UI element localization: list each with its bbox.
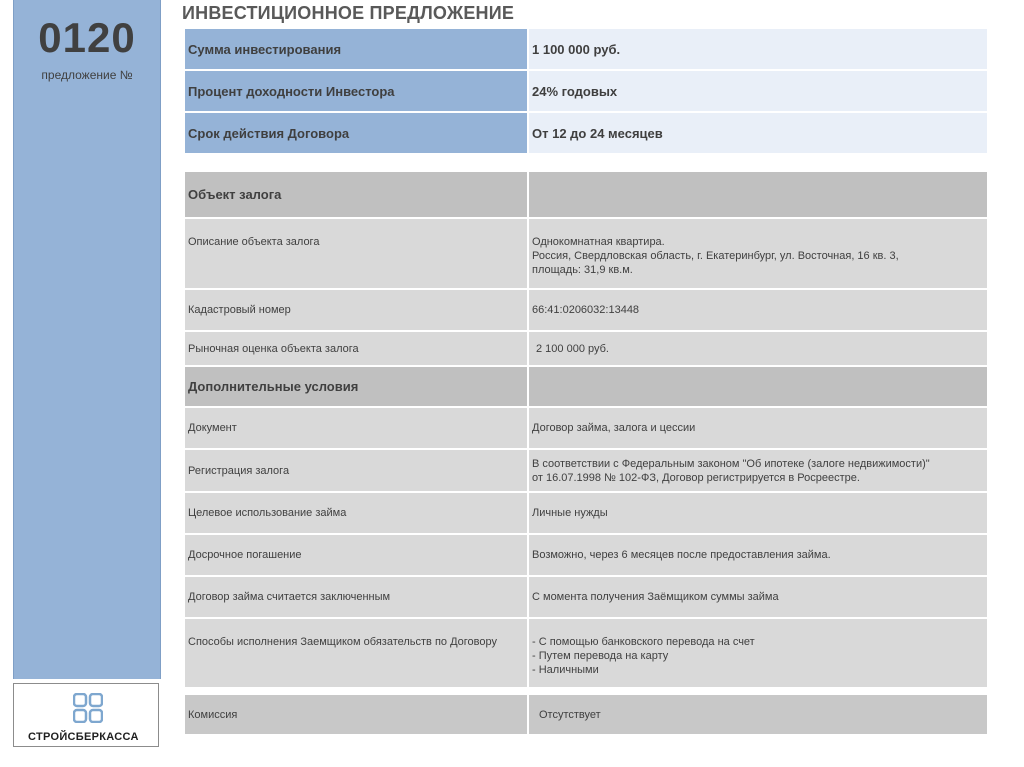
text-line: площадь: 31,9 кв.м. <box>532 264 633 276</box>
table-row <box>185 695 987 735</box>
text-line: от 16.07.1998 № 102-ФЗ, Договор регистрируется в Росреестре. <box>532 471 860 484</box>
text-line: Однокомнатная квартира. <box>532 236 665 248</box>
early-repayment-label: Досрочное погашение <box>185 534 528 576</box>
offer-caption: предложение № <box>41 68 133 82</box>
market-value-value: 2 100 000 руб. <box>528 331 987 366</box>
spacer-row <box>185 688 987 695</box>
table-row <box>185 218 987 289</box>
text-line: - Наличными <box>532 664 599 676</box>
table-row <box>185 576 987 618</box>
registration-value <box>528 449 987 492</box>
registration-label: Регистрация залога <box>185 449 528 492</box>
details-table <box>185 172 987 736</box>
investment-amount-label: Сумма инвестирования <box>185 29 528 70</box>
table-row <box>185 112 987 154</box>
table-row <box>185 618 987 688</box>
table-row <box>185 331 987 366</box>
four-rounded-squares-logo-icon <box>73 693 103 723</box>
text-line: Россия, Свердловская область, г. Екатеринбург, ул. Восточная, 16 кв. 3, <box>532 250 899 262</box>
table-row <box>185 534 987 576</box>
investment-amount-value: 1 100 000 руб. <box>528 29 987 70</box>
market-value-label: Рыночная оценка объекта залога <box>185 331 528 366</box>
table-row <box>185 407 987 449</box>
company-logo <box>13 683 159 747</box>
table-row <box>185 449 987 492</box>
text-line: В соответствии с Федеральным законом "Об ипотеке (залоге недвижимости)" <box>532 457 930 470</box>
loan-purpose-label: Целевое использование займа <box>185 492 528 534</box>
document-value: Договор займа, залога и цессии <box>528 407 987 449</box>
commission-label: Комиссия <box>185 695 528 735</box>
section-header-collateral <box>185 172 987 218</box>
investor-rate-value: 24% годовых <box>528 70 987 112</box>
section-header-conditions <box>185 366 987 407</box>
cadastral-number-label: Кадастровый номер <box>185 289 528 331</box>
commission-value: Отсутствует <box>528 695 987 735</box>
contract-term-label: Срок действия Договора <box>185 112 528 154</box>
section-title: Дополнительные условия <box>185 366 528 407</box>
investor-rate-label: Процент доходности Инвестора <box>185 70 528 112</box>
payment-methods-label: Способы исполнения Заемщиком обязательств по Договору <box>185 618 528 688</box>
page-title: ИНВЕСТИЦИОННОЕ ПРЕДЛОЖЕНИЕ <box>182 3 515 23</box>
loan-purpose-value: Личные нужды <box>528 492 987 534</box>
payment-methods-value <box>528 618 987 688</box>
sidebar-panel <box>13 0 161 679</box>
summary-table <box>185 29 987 155</box>
collateral-description-label: Описание объекта залога <box>185 218 528 289</box>
contract-concluded-label: Договор займа считается заключенным <box>185 576 528 618</box>
cadastral-number-value: 66:41:0206032:13448 <box>528 289 987 331</box>
section-title: Объект залога <box>185 172 528 218</box>
table-row <box>185 70 987 112</box>
contract-concluded-value: С момента получения Заёмщиком суммы займа <box>528 576 987 618</box>
table-row <box>185 492 987 534</box>
text-line: - Путем перевода на карту <box>532 650 669 662</box>
logo-text: СТРОЙСБЕРКАССА <box>28 731 139 743</box>
early-repayment-value: Возможно, через 6 месяцев после предоставления займа. <box>528 534 987 576</box>
text-line: - С помощью банковского перевода на счет <box>532 636 755 648</box>
offer-number: 0120 <box>38 14 136 61</box>
document-label: Документ <box>185 407 528 449</box>
table-row <box>185 289 987 331</box>
contract-term-value: От 12 до 24 месяцев <box>528 112 987 154</box>
table-row <box>185 29 987 70</box>
collateral-description-value <box>528 218 987 289</box>
